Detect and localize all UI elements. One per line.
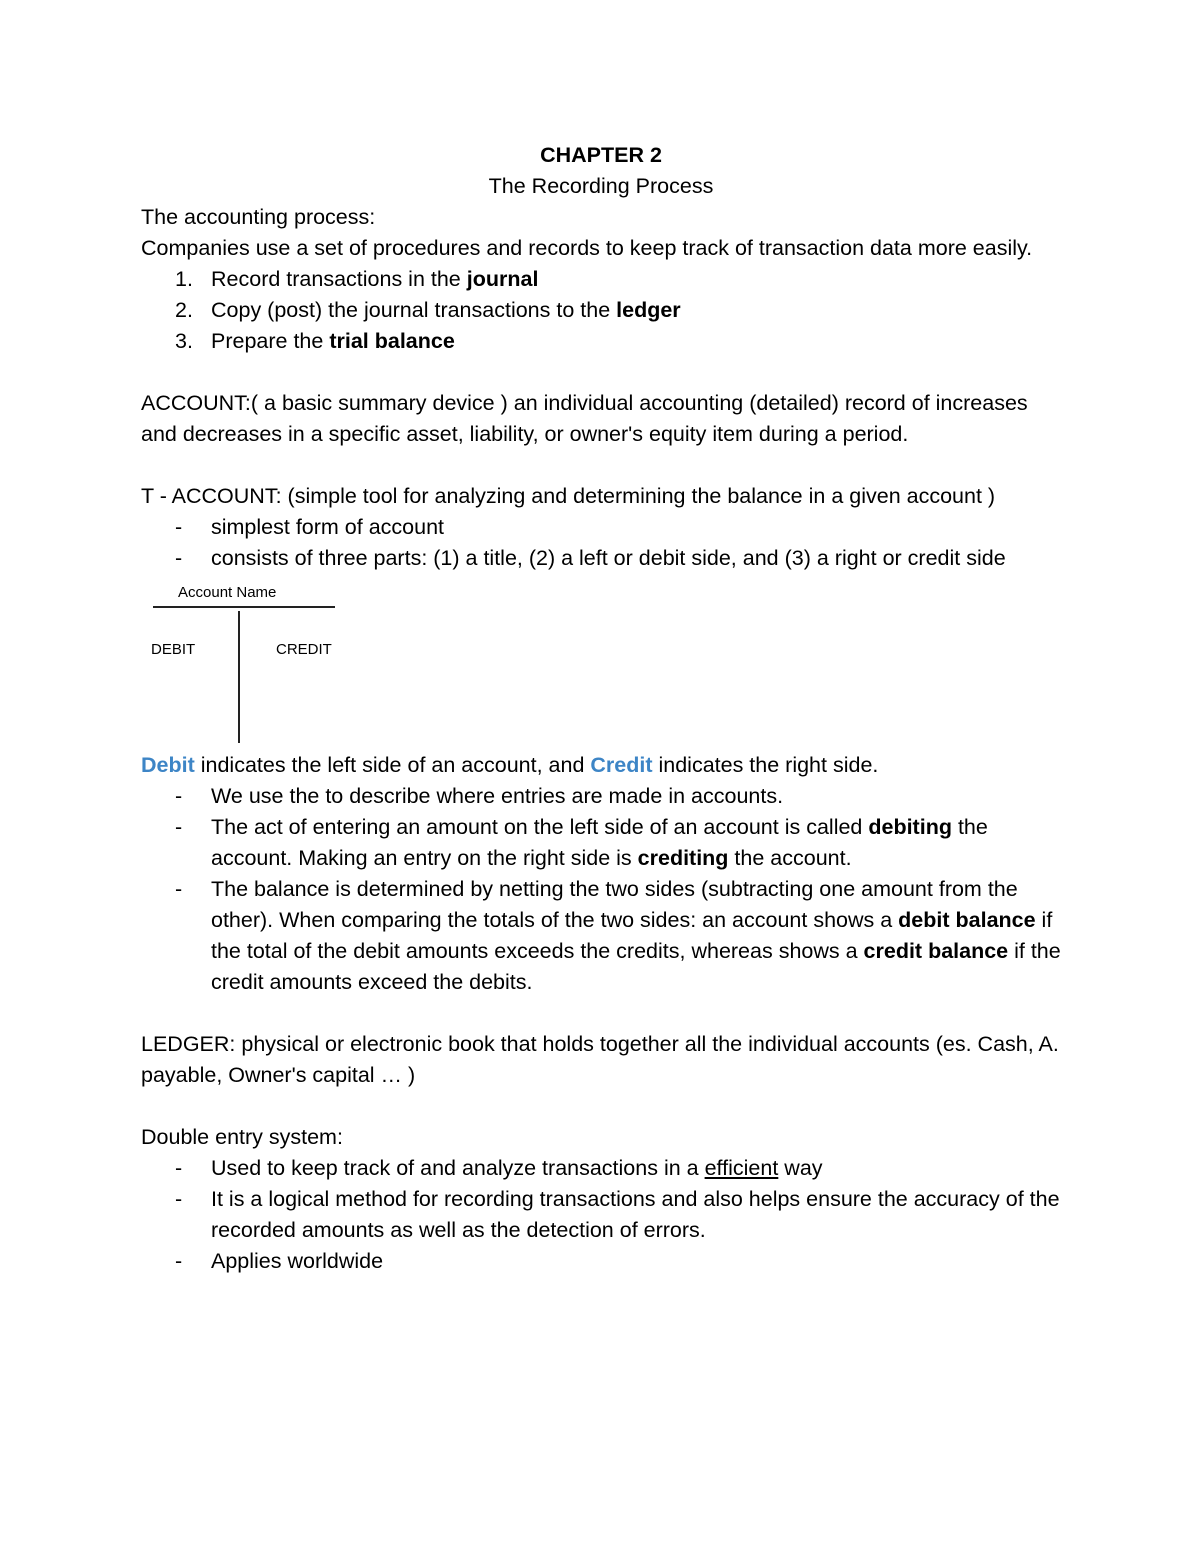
spacer bbox=[141, 1091, 1061, 1122]
underlined-word: efficient bbox=[704, 1156, 779, 1180]
t-account-credit-label: CREDIT bbox=[276, 641, 332, 658]
list-number: 1. bbox=[175, 267, 193, 291]
list-number: 2. bbox=[175, 298, 193, 322]
spacer bbox=[141, 450, 1061, 481]
dash-bullet: - bbox=[175, 1249, 183, 1273]
list-item: 3. Prepare the trial balance bbox=[141, 326, 1061, 357]
list-item: - consists of three parts: (1) a title, (2) a left or debit side, and (3) a right or credit side bbox=[141, 543, 1061, 574]
list-item: - We use the to describe where entries are made in accounts. bbox=[141, 781, 1061, 812]
process-steps-list bbox=[141, 264, 1061, 357]
credit-term: Credit bbox=[590, 753, 653, 777]
accounting-process-heading: The accounting process: bbox=[141, 205, 376, 229]
dash-bullet: - bbox=[175, 1187, 183, 1211]
t-account-diagram bbox=[149, 574, 349, 750]
dash-bullet: - bbox=[175, 1156, 183, 1180]
list-item: 1. Record transactions in the journal bbox=[141, 264, 1061, 295]
list-item: 2. Copy (post) the journal transactions to the ledger bbox=[141, 295, 1061, 326]
spacer bbox=[141, 998, 1061, 1029]
accounting-process-intro: Companies use a set of procedures and records to keep track of transaction data more easily. bbox=[141, 236, 1033, 260]
t-account-vertical-line bbox=[238, 611, 240, 743]
list-item: - The act of entering an amount on the left side of an account is called debiting the account. Making an entry on the right side is crediting the account. bbox=[141, 812, 1061, 874]
chapter-subtitle: The Recording Process bbox=[488, 174, 714, 198]
list-number: 3. bbox=[175, 329, 193, 353]
t-account-horizontal-line bbox=[153, 606, 335, 608]
dash-bullet: - bbox=[175, 515, 183, 539]
double-entry-heading: Double entry system: bbox=[141, 1125, 343, 1149]
dash-bullet: - bbox=[175, 815, 183, 839]
dash-bullet: - bbox=[175, 877, 183, 901]
dash-bullet: - bbox=[175, 784, 183, 808]
debit-term: Debit bbox=[141, 753, 195, 777]
list-item: - It is a logical method for recording transactions and also helps ensure the accuracy of the recorded amounts as well as the detection of errors. bbox=[141, 1184, 1061, 1246]
account-definition: ACCOUNT:( a basic summary device ) an individual accounting (detailed) record of increases and decreases in a specific asset, liability, or owner's equity item during a period. bbox=[141, 391, 1028, 446]
t-account-definition: T - ACCOUNT: (simple tool for analyzing and determining the balance in a given account ) bbox=[141, 484, 996, 508]
list-item: - simplest form of account bbox=[141, 512, 1061, 543]
list-item: - Used to keep track of and analyze transactions in a efficient way bbox=[141, 1153, 1061, 1184]
list-item: - Applies worldwide bbox=[141, 1246, 1061, 1277]
debit-credit-statement: Debit indicates the left side of an account, and Credit indicates the right side. bbox=[141, 753, 879, 777]
spacer bbox=[141, 357, 1061, 388]
document-page bbox=[141, 140, 1061, 1277]
ledger-definition: LEDGER: physical or electronic book that holds together all the individual accounts (es. Cash, A. payable, Owner's capital … ) bbox=[141, 1032, 1059, 1087]
list-item: - The balance is determined by netting the two sides (subtracting one amount from the other). When comparing the totals of the two sides: an account shows a debit balance if the total of the debit amounts exceeds the credits, whereas shows a credit balance if the credit amounts exceed the debits. bbox=[141, 874, 1061, 998]
dash-bullet: - bbox=[175, 546, 183, 570]
t-account-title: Account Name bbox=[178, 584, 277, 601]
chapter-title: CHAPTER 2 bbox=[540, 143, 662, 167]
t-account-debit-label: DEBIT bbox=[151, 641, 196, 658]
